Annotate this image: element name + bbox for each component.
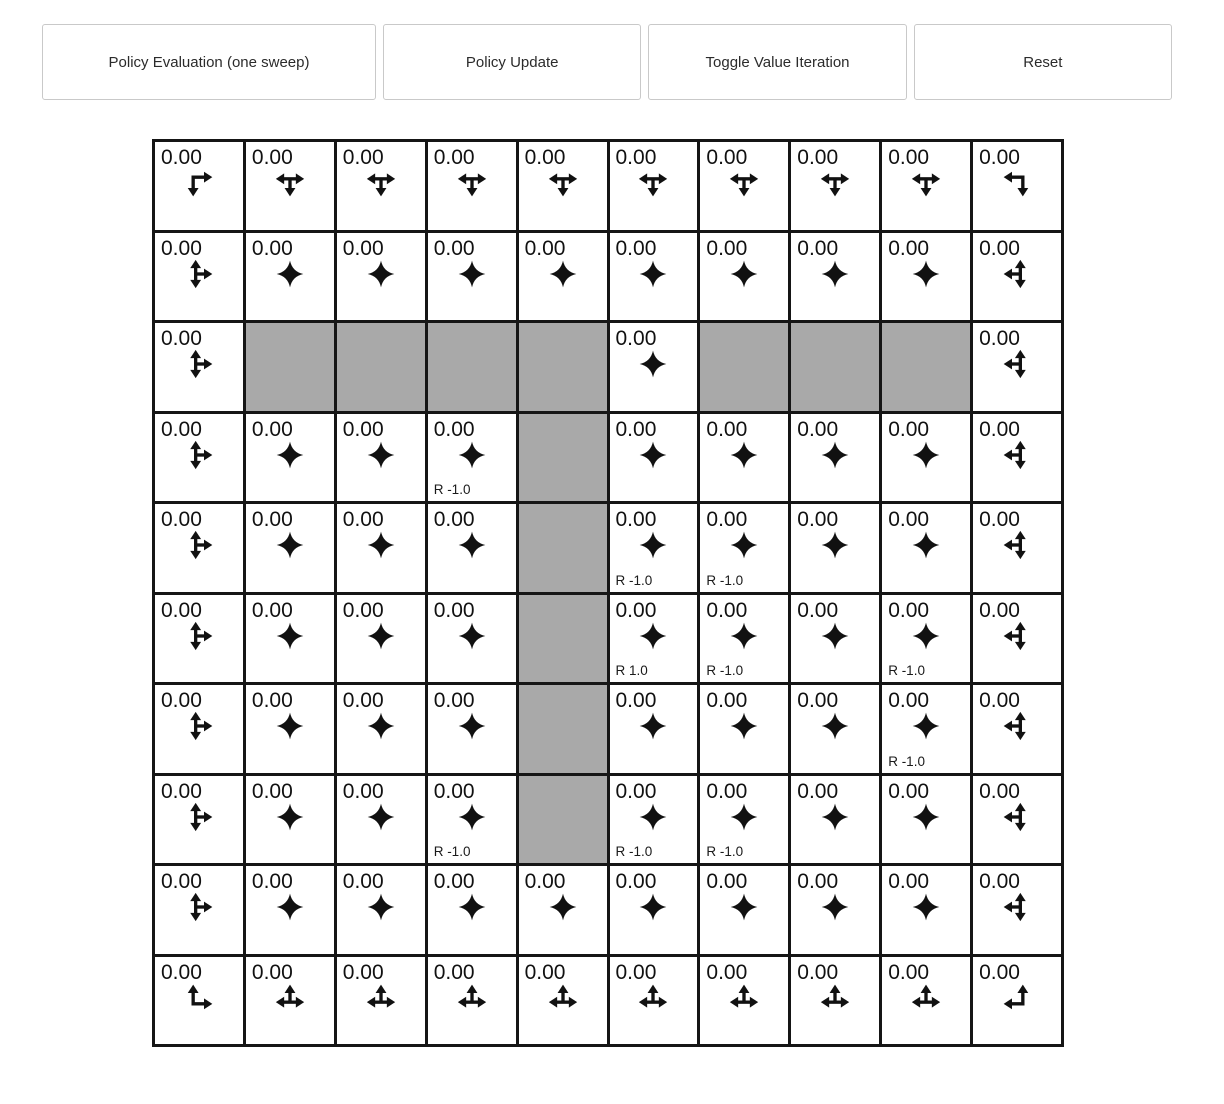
arrows-all-directions-icon <box>457 711 487 741</box>
grid-cell <box>610 414 698 502</box>
arrows-left-right-down-icon <box>275 168 305 198</box>
grid-cell <box>973 233 1061 321</box>
grid-cell <box>882 414 970 502</box>
toolbar <box>42 24 1172 100</box>
arrows-all-directions-icon <box>911 530 941 560</box>
cell-value: 0.00 <box>797 689 839 712</box>
cell-value: 0.00 <box>979 598 1020 622</box>
cell-value: 0.00 <box>706 870 748 893</box>
arrows-all-directions-icon <box>638 711 668 741</box>
grid-cell <box>700 595 788 683</box>
cell-value: 0.00 <box>251 417 293 441</box>
cell-value: 0.00 <box>615 146 657 169</box>
arrows-all-directions-icon <box>729 711 759 741</box>
grid-cell <box>973 323 1061 411</box>
cell-value: 0.00 <box>797 870 839 893</box>
wall-cell <box>519 685 607 773</box>
cell-value: 0.00 <box>161 508 202 531</box>
cell-reward: R -1.0 <box>706 663 744 678</box>
arrows-all-directions-icon <box>366 621 396 651</box>
arrows-all-directions-icon <box>275 530 305 560</box>
grid-cell <box>246 142 334 230</box>
cell-value: 0.00 <box>888 779 930 803</box>
cell-reward: R -1.0 <box>615 844 653 859</box>
arrows-left-right-down-icon <box>638 168 668 198</box>
grid-cell <box>337 233 425 321</box>
arrows-up-down-right-icon <box>184 621 214 651</box>
arrows-all-directions-icon <box>820 259 850 289</box>
arrows-left-right-down-icon <box>457 168 487 198</box>
grid-cell <box>700 776 788 864</box>
arrows-up-down-right-icon <box>184 892 214 922</box>
arrows-left-right-down-icon <box>911 168 941 198</box>
grid-cell <box>882 866 970 954</box>
arrows-all-directions-icon <box>366 259 396 289</box>
arrows-up-down-right-icon <box>184 802 214 832</box>
arrows-all-directions-icon <box>638 621 668 651</box>
arrows-left-up-right-icon <box>638 983 668 1013</box>
cell-value: 0.00 <box>342 598 384 622</box>
cell-value: 0.00 <box>161 236 202 260</box>
cell-value: 0.00 <box>979 146 1020 169</box>
grid-cell <box>973 957 1061 1045</box>
cell-value: 0.00 <box>979 870 1020 893</box>
cell-reward: R -1.0 <box>706 572 744 588</box>
cell-value: 0.00 <box>979 327 1020 350</box>
wall-cell <box>337 323 425 411</box>
grid-cell <box>791 957 879 1045</box>
cell-value: 0.00 <box>979 508 1020 531</box>
cell-value: 0.00 <box>615 779 657 803</box>
cell-value: 0.00 <box>251 146 293 169</box>
grid-cell <box>791 142 879 230</box>
wall-cell <box>519 776 607 864</box>
cell-value: 0.00 <box>161 870 202 893</box>
arrows-all-directions-icon <box>911 259 941 289</box>
cell-value: 0.00 <box>797 960 839 984</box>
cell-value: 0.00 <box>342 146 384 169</box>
arrows-all-directions-icon <box>366 440 396 470</box>
grid-cell <box>610 776 698 864</box>
wall-cell <box>519 595 607 683</box>
grid-cell <box>246 414 334 502</box>
arrows-all-directions-icon <box>911 621 941 651</box>
arrows-up-right-icon <box>184 983 214 1013</box>
arrows-right-down-icon <box>184 168 214 198</box>
arrows-up-down-right-icon <box>184 530 214 560</box>
cell-value: 0.00 <box>433 598 475 622</box>
arrows-all-directions-icon <box>638 892 668 922</box>
cell-reward: R 1.0 <box>615 663 648 678</box>
cell-value: 0.00 <box>706 417 748 441</box>
cell-value: 0.00 <box>706 598 748 622</box>
grid-cell <box>882 595 970 683</box>
grid-cell <box>246 866 334 954</box>
grid-cell <box>882 776 970 864</box>
arrows-all-directions-icon <box>820 621 850 651</box>
cell-value: 0.00 <box>797 417 839 441</box>
grid-cell <box>428 142 516 230</box>
arrows-up-down-left-icon <box>1002 259 1032 289</box>
arrows-all-directions-icon <box>638 530 668 560</box>
grid-cell <box>246 595 334 683</box>
reset-button[interactable]: Reset <box>914 24 1172 100</box>
cell-value: 0.00 <box>797 236 839 260</box>
grid-cell <box>610 142 698 230</box>
arrows-left-right-down-icon <box>366 168 396 198</box>
arrows-all-directions-icon <box>275 711 305 741</box>
cell-value: 0.00 <box>161 417 202 441</box>
cell-value: 0.00 <box>888 870 930 893</box>
grid-cell <box>973 595 1061 683</box>
arrows-all-directions-icon <box>457 259 487 289</box>
arrows-all-directions-icon <box>820 530 850 560</box>
grid-cell <box>700 414 788 502</box>
wall-cell <box>519 504 607 592</box>
arrows-all-directions-icon <box>820 440 850 470</box>
grid-cell <box>610 866 698 954</box>
grid-cell <box>700 142 788 230</box>
cell-value: 0.00 <box>706 779 748 803</box>
cell-value: 0.00 <box>161 598 202 622</box>
wall-cell <box>428 323 516 411</box>
grid-cell <box>973 504 1061 592</box>
grid-cell <box>791 685 879 773</box>
cell-value: 0.00 <box>615 598 657 622</box>
grid-cell <box>337 685 425 773</box>
cell-reward: R -1.0 <box>888 663 925 678</box>
arrows-all-directions-icon <box>366 530 396 560</box>
cell-value: 0.00 <box>888 146 930 169</box>
cell-value: 0.00 <box>979 236 1020 260</box>
arrows-all-directions-icon <box>729 802 759 832</box>
cell-value: 0.00 <box>888 689 930 712</box>
grid-cell <box>428 414 516 502</box>
grid-cell <box>155 233 243 321</box>
cell-value: 0.00 <box>888 236 930 260</box>
grid-cell <box>519 233 607 321</box>
grid-cell <box>882 233 970 321</box>
cell-value: 0.00 <box>161 960 202 984</box>
arrows-all-directions-icon <box>638 259 668 289</box>
grid-cell <box>791 776 879 864</box>
cell-value: 0.00 <box>888 417 930 441</box>
grid-cell <box>155 414 243 502</box>
grid-cell <box>337 776 425 864</box>
grid-cell <box>791 504 879 592</box>
cell-value: 0.00 <box>251 598 293 622</box>
arrows-all-directions-icon <box>548 259 578 289</box>
grid-cell <box>155 685 243 773</box>
arrows-up-down-left-icon <box>1002 349 1032 379</box>
grid-cell <box>337 504 425 592</box>
cell-value: 0.00 <box>433 960 475 984</box>
grid-cell <box>155 595 243 683</box>
grid-cell <box>428 776 516 864</box>
grid <box>155 142 1061 1044</box>
arrows-up-left-icon <box>1002 983 1032 1013</box>
arrows-up-down-right-icon <box>184 349 214 379</box>
grid-cell <box>882 142 970 230</box>
arrows-all-directions-icon <box>911 711 941 741</box>
arrows-all-directions-icon <box>457 530 487 560</box>
wall-cell <box>519 323 607 411</box>
cell-value: 0.00 <box>797 779 839 803</box>
wall-cell <box>791 323 879 411</box>
cell-value: 0.00 <box>342 417 384 441</box>
wall-cell <box>246 323 334 411</box>
cell-value: 0.00 <box>615 870 657 893</box>
arrows-all-directions-icon <box>275 892 305 922</box>
arrows-all-directions-icon <box>457 440 487 470</box>
cell-value: 0.00 <box>797 146 839 169</box>
cell-value: 0.00 <box>251 508 293 531</box>
grid-cell <box>610 957 698 1045</box>
cell-reward: R -1.0 <box>706 844 744 859</box>
cell-value: 0.00 <box>615 689 657 712</box>
grid-cell <box>428 595 516 683</box>
grid-cell <box>610 595 698 683</box>
grid-cell <box>246 685 334 773</box>
cell-value: 0.00 <box>524 960 566 984</box>
cell-value: 0.00 <box>706 689 748 712</box>
arrows-all-directions-icon <box>729 892 759 922</box>
cell-value: 0.00 <box>251 870 293 893</box>
grid-cell <box>337 595 425 683</box>
arrows-up-down-left-icon <box>1002 892 1032 922</box>
grid-cell <box>519 957 607 1045</box>
arrows-all-directions-icon <box>820 711 850 741</box>
grid-cell <box>337 142 425 230</box>
cell-value: 0.00 <box>797 508 839 531</box>
policy-evaluation-button[interactable]: Policy Evaluation (one sweep) <box>42 24 376 100</box>
cell-value: 0.00 <box>161 146 202 169</box>
gridworld <box>152 139 1064 1047</box>
arrows-all-directions-icon <box>366 802 396 832</box>
cell-value: 0.00 <box>615 327 657 350</box>
grid-cell <box>610 504 698 592</box>
grid-cell <box>246 776 334 864</box>
grid-cell <box>519 866 607 954</box>
arrows-left-up-right-icon <box>457 983 487 1013</box>
grid-cell <box>246 504 334 592</box>
arrows-left-up-right-icon <box>275 983 305 1013</box>
cell-reward: R -1.0 <box>433 482 471 497</box>
arrows-left-right-down-icon <box>548 168 578 198</box>
grid-cell <box>155 323 243 411</box>
grid-cell <box>973 142 1061 230</box>
grid-cell <box>882 504 970 592</box>
cell-value: 0.00 <box>615 417 657 441</box>
arrows-all-directions-icon <box>457 621 487 651</box>
arrows-all-directions-icon <box>729 621 759 651</box>
cell-value: 0.00 <box>888 598 930 622</box>
grid-cell <box>700 957 788 1045</box>
cell-value: 0.00 <box>979 960 1020 984</box>
cell-value: 0.00 <box>797 598 839 622</box>
grid-cell <box>791 866 879 954</box>
cell-value: 0.00 <box>251 960 293 984</box>
cell-value: 0.00 <box>615 960 657 984</box>
grid-cell <box>791 595 879 683</box>
arrows-all-directions-icon <box>638 802 668 832</box>
arrows-up-down-left-icon <box>1002 711 1032 741</box>
arrows-all-directions-icon <box>729 259 759 289</box>
arrows-left-up-right-icon <box>548 983 578 1013</box>
cell-reward: R -1.0 <box>433 844 471 859</box>
cell-value: 0.00 <box>433 508 475 531</box>
grid-cell <box>428 504 516 592</box>
grid-cell <box>973 414 1061 502</box>
cell-value: 0.00 <box>342 779 384 803</box>
cell-value: 0.00 <box>433 689 475 712</box>
arrows-all-directions-icon <box>820 892 850 922</box>
arrows-left-up-right-icon <box>911 983 941 1013</box>
arrows-up-down-left-icon <box>1002 621 1032 651</box>
cell-value: 0.00 <box>342 689 384 712</box>
arrows-up-down-left-icon <box>1002 802 1032 832</box>
cell-value: 0.00 <box>615 236 657 260</box>
cell-value: 0.00 <box>433 146 475 169</box>
arrows-left-right-down-icon <box>820 168 850 198</box>
arrows-all-directions-icon <box>820 802 850 832</box>
cell-value: 0.00 <box>979 779 1020 803</box>
cell-value: 0.00 <box>524 146 566 169</box>
arrows-all-directions-icon <box>638 349 668 379</box>
grid-cell <box>246 233 334 321</box>
arrows-up-down-right-icon <box>184 711 214 741</box>
grid-cell <box>973 685 1061 773</box>
arrows-all-directions-icon <box>275 259 305 289</box>
cell-value: 0.00 <box>342 236 384 260</box>
policy-update-button[interactable]: Policy Update <box>383 24 641 100</box>
grid-cell <box>155 776 243 864</box>
cell-value: 0.00 <box>615 508 657 531</box>
cell-value: 0.00 <box>888 960 930 984</box>
arrows-all-directions-icon <box>548 892 578 922</box>
grid-cell <box>428 957 516 1045</box>
wall-cell <box>882 323 970 411</box>
grid-cell <box>519 142 607 230</box>
grid-cell <box>155 866 243 954</box>
cell-value: 0.00 <box>706 146 748 169</box>
grid-cell <box>882 957 970 1045</box>
cell-reward: R -1.0 <box>615 572 653 588</box>
arrows-left-right-down-icon <box>729 168 759 198</box>
grid-cell <box>337 866 425 954</box>
cell-reward: R -1.0 <box>888 753 925 769</box>
cell-value: 0.00 <box>706 508 748 531</box>
grid-cell <box>973 776 1061 864</box>
arrows-left-up-right-icon <box>366 983 396 1013</box>
cell-value: 0.00 <box>979 417 1020 441</box>
cell-value: 0.00 <box>433 779 475 803</box>
grid-cell <box>791 233 879 321</box>
cell-value: 0.00 <box>161 689 202 712</box>
cell-value: 0.00 <box>161 779 202 803</box>
cell-value: 0.00 <box>251 236 293 260</box>
grid-cell <box>155 142 243 230</box>
arrows-all-directions-icon <box>911 892 941 922</box>
cell-value: 0.00 <box>524 236 566 260</box>
cell-value: 0.00 <box>251 779 293 803</box>
wall-cell <box>519 414 607 502</box>
cell-value: 0.00 <box>706 960 748 984</box>
arrows-all-directions-icon <box>275 440 305 470</box>
cell-value: 0.00 <box>342 508 384 531</box>
grid-cell <box>700 685 788 773</box>
arrows-all-directions-icon <box>457 892 487 922</box>
cell-value: 0.00 <box>888 508 930 531</box>
grid-cell <box>246 957 334 1045</box>
arrows-all-directions-icon <box>275 621 305 651</box>
grid-cell <box>791 414 879 502</box>
grid-cell <box>155 957 243 1045</box>
arrows-all-directions-icon <box>638 440 668 470</box>
grid-cell <box>610 323 698 411</box>
grid-cell <box>428 685 516 773</box>
arrows-all-directions-icon <box>366 892 396 922</box>
arrows-left-down-icon <box>1002 168 1032 198</box>
arrows-all-directions-icon <box>729 440 759 470</box>
arrows-up-down-right-icon <box>184 440 214 470</box>
cell-value: 0.00 <box>433 417 475 441</box>
arrows-all-directions-icon <box>275 802 305 832</box>
cell-value: 0.00 <box>706 236 748 260</box>
grid-cell <box>428 233 516 321</box>
cell-value: 0.00 <box>433 236 475 260</box>
arrows-all-directions-icon <box>457 802 487 832</box>
grid-cell <box>700 866 788 954</box>
grid-cell <box>610 685 698 773</box>
grid-cell <box>428 866 516 954</box>
cell-value: 0.00 <box>161 327 202 350</box>
cell-value: 0.00 <box>342 870 384 893</box>
arrows-all-directions-icon <box>729 530 759 560</box>
arrows-left-up-right-icon <box>820 983 850 1013</box>
arrows-up-down-left-icon <box>1002 440 1032 470</box>
arrows-all-directions-icon <box>366 711 396 741</box>
grid-cell <box>882 685 970 773</box>
cell-value: 0.00 <box>342 960 384 984</box>
cell-value: 0.00 <box>251 689 293 712</box>
cell-value: 0.00 <box>433 870 475 893</box>
arrows-all-directions-icon <box>911 802 941 832</box>
grid-cell <box>973 866 1061 954</box>
arrows-all-directions-icon <box>911 440 941 470</box>
arrows-left-up-right-icon <box>729 983 759 1013</box>
wall-cell <box>700 323 788 411</box>
arrows-up-down-left-icon <box>1002 530 1032 560</box>
toggle-value-iteration-button[interactable]: Toggle Value Iteration <box>648 24 906 100</box>
grid-cell <box>337 957 425 1045</box>
arrows-up-down-right-icon <box>184 259 214 289</box>
cell-value: 0.00 <box>524 870 566 893</box>
grid-cell <box>700 504 788 592</box>
cell-value: 0.00 <box>979 689 1020 712</box>
grid-cell <box>700 233 788 321</box>
grid-cell <box>337 414 425 502</box>
grid-cell <box>155 504 243 592</box>
grid-cell <box>610 233 698 321</box>
